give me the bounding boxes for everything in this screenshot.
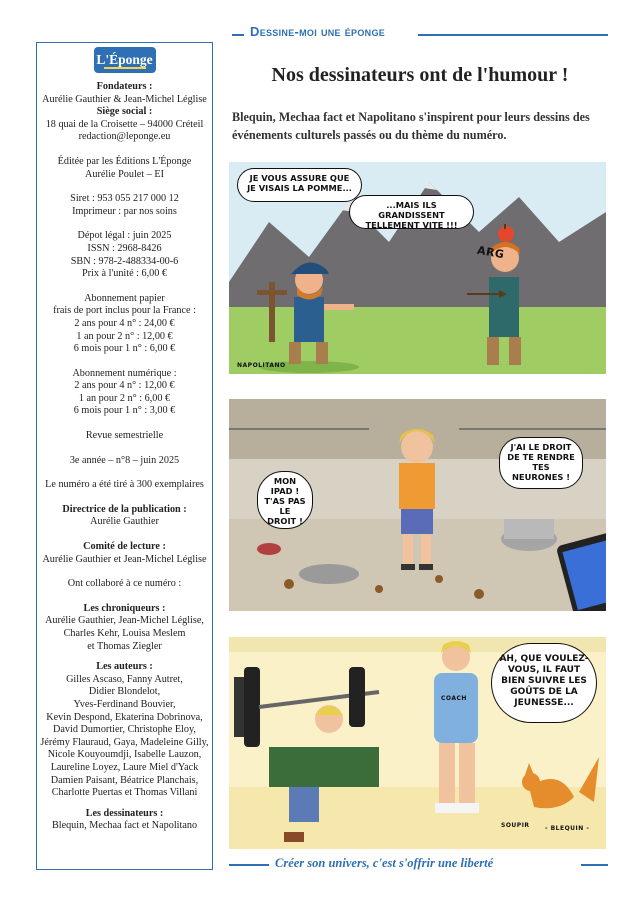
comic-3-signature: - BLEQUIN -	[545, 825, 590, 832]
footer-tagline-bar	[229, 856, 608, 874]
committee-label: Comité de lecture :	[83, 541, 166, 553]
comic-1-bubble-left: JE VOUS ASSURE QUE JE VISAIS LA POMME...	[237, 168, 362, 202]
authors-4: Kevin Despond, Ekaterina Dobrinova,	[46, 711, 203, 723]
columnists-3: et Thomas Ziegler	[87, 640, 162, 652]
isbn: SBN : 978-2-488334-00-6	[70, 255, 179, 267]
issue-number: 3e année – n°8 – juin 2025	[69, 454, 180, 466]
illustrators-label: Les dessinateurs :	[85, 807, 164, 819]
publisher-line2: Aurélie Poulet – EI	[85, 168, 164, 180]
authors-2: Didier Blondelot,	[88, 686, 161, 698]
illustrators: Blequin, Mechaa fact et Napolitano	[51, 820, 198, 832]
columnists-2: Charles Kehr, Louisa Meslem	[63, 628, 186, 639]
email: redaction@leponge.eu	[78, 131, 171, 143]
contributors-label: Ont collaboré à ce numéro :	[67, 578, 182, 590]
digital-sub-2: 1 an pour 2 n° : 6,00 €	[78, 392, 171, 404]
address: 18 quai de la Croisette – 94000 Créteil	[45, 118, 204, 130]
header-rule-right	[418, 34, 608, 36]
director: Aurélie Gauthier	[90, 516, 159, 528]
comic-2-bubble-right: J'AI LE DROIT DE TE RENDRE TES NEURONES !	[499, 437, 583, 489]
digital-sub-3: 6 mois pour 1 n° : 3,00 €	[73, 405, 176, 417]
footer-rule-left	[229, 864, 269, 866]
digital-sub-1: 2 ans pour 4 n° : 12,00 €	[74, 380, 175, 392]
paper-sub-title1: Abonnement papier	[84, 292, 165, 304]
paper-sub-1: 2 ans pour 4 n° : 24,00 €	[74, 317, 175, 329]
authors-10: Charlotte Puertas et Thomas Villani	[51, 787, 198, 799]
printer: Imprimeur : par nos soins	[72, 205, 177, 217]
paper-sub-3: 6 mois pour 1 n° : 6,00 €	[73, 343, 176, 355]
columnists-label: Les chroniqueurs :	[83, 602, 166, 614]
comic-panel-3	[229, 637, 606, 849]
paper-sub-title2: frais de port inclus pour la France :	[53, 305, 196, 317]
director-label: Directrice de la publication :	[62, 503, 187, 515]
eponge-logo: L'Éponge	[94, 47, 156, 73]
authors-3: Yves-Ferdinand Bouvier,	[73, 698, 176, 710]
publisher-line1: Éditée par les Éditions L'Éponge	[57, 155, 192, 167]
comic-2-bubble-left: MON IPAD ! T'AS PAS LE DROIT !	[257, 471, 313, 529]
comic-panel-1	[229, 162, 606, 374]
authors-label: Les auteurs :	[96, 661, 153, 673]
comic-3-bubble: AH, QUE VOULEZ-VOUS, IL FAUT BIEN SUIVRE LES GOÛTS DE LA JEUNESSE...	[491, 643, 597, 723]
authors-8: Laureline Loyez, Laure Miel d'Yack	[50, 761, 199, 773]
founders-label: Fondateurs :	[96, 81, 153, 92]
comic-3-shirt-text: COACH	[441, 695, 467, 702]
founders: Aurélie Gauthier & Jean-Michel Léglise	[42, 93, 207, 105]
authors-5: David Dumortier, Christophe Eloy,	[53, 724, 196, 736]
columnists-1: Aurélie Gauthier, Jean-Michel Léglise,	[45, 615, 204, 627]
masthead-sidebar	[36, 42, 213, 870]
seat-label: Siège social :	[96, 106, 153, 118]
comic-1-bubble-right: ...MAIS ILS GRANDISSENT TELLEMENT VITE !!!	[349, 195, 474, 229]
section-title: Dessine-moi une éponge	[244, 24, 391, 39]
comic-panel-2	[229, 399, 606, 611]
comic-1-sound: ARG	[476, 243, 506, 262]
committee: Aurélie Gauthier et Jean-Michel Léglise	[42, 553, 207, 565]
print-run: Le numéro a été tiré à 300 exemplaires	[45, 479, 204, 491]
section-header	[232, 24, 608, 44]
legal-deposit: Dépot légal : juin 2025	[77, 230, 172, 242]
intro-paragraph: Blequin, Mechaa fact et Napolitano s'inspirent pour leurs dessins des événements culturels passés ou du thème du numéro.	[232, 110, 590, 142]
page-title: Nos dessinateurs ont de l'humour !	[271, 64, 569, 86]
comic-1-signature: NAPOLITANO	[237, 362, 286, 369]
authors-9: Damien Paisant, Béatrice Planchais,	[50, 774, 199, 786]
footer-tagline: Créer son univers, c'est s'offrir une liberté	[269, 856, 499, 871]
authors-1: Gilles Ascaso, Fanny Autret,	[66, 673, 183, 685]
digital-sub-title: Abonnement numérique :	[72, 367, 177, 379]
footer-rule-right	[581, 864, 608, 866]
siret: Siret : 953 055 217 000 12	[70, 193, 179, 205]
issn: ISSN : 2968-8426	[87, 242, 162, 254]
comic-3-sound: SOUPIR	[501, 822, 530, 829]
paper-sub-2: 1 an pour 2 n° : 12,00 €	[76, 330, 173, 342]
frequency: Revue semestrielle	[85, 430, 164, 442]
unit-price: Prix à l'unité : 6,00 €	[81, 268, 168, 280]
header-rule-left	[232, 34, 244, 36]
authors-7: Nicole Kouyoumdji, Isabelle Lauzon,	[47, 749, 202, 761]
authors-6: Jérémy Flauraud, Gaya, Madeleine Gilly,	[40, 736, 209, 748]
